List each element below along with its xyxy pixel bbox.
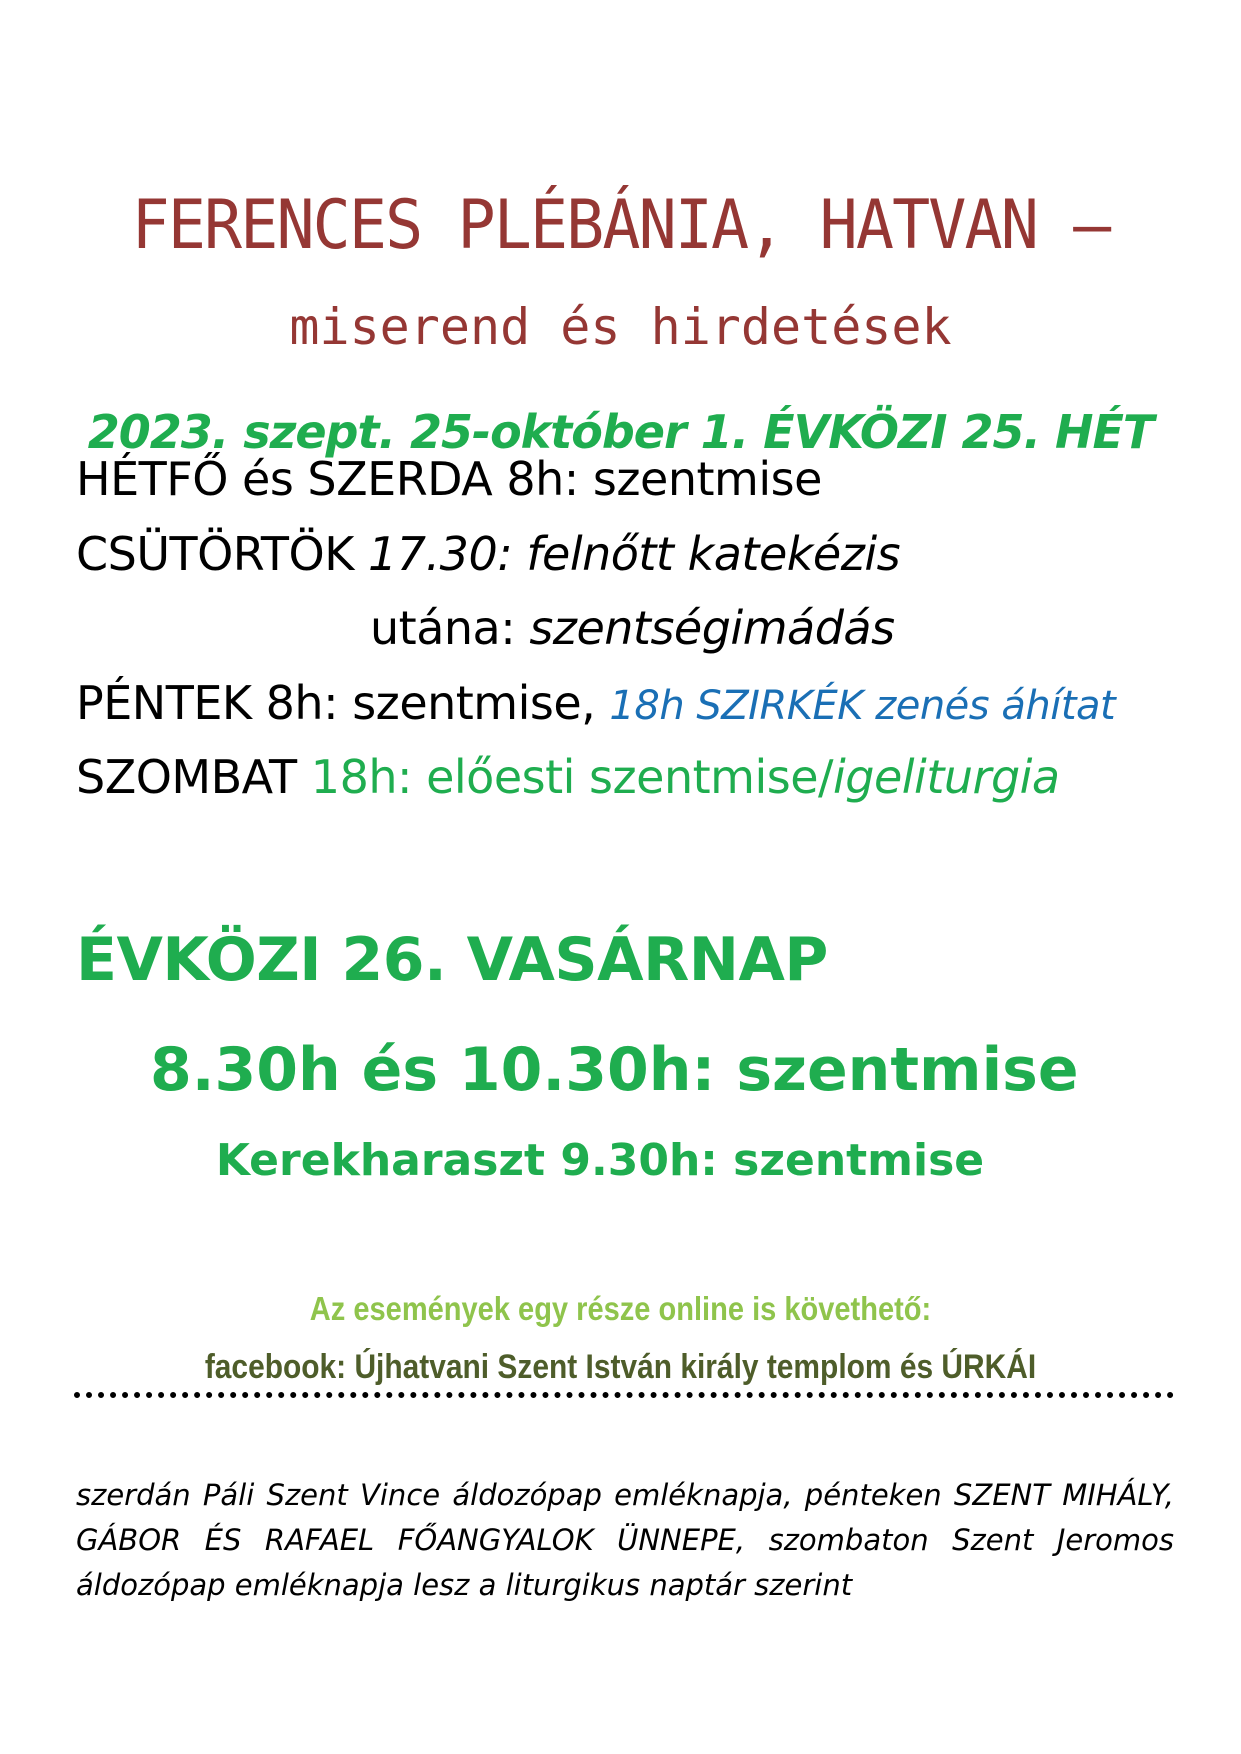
saturday-event: 18h: előesti szentmise/ bbox=[310, 750, 833, 804]
thursday-day: CSÜTÖRTÖK bbox=[76, 527, 369, 581]
saturday-day: SZOMBAT bbox=[76, 750, 311, 804]
friday-evening: 18h SZIRKÉK zenés áhítat bbox=[609, 683, 1116, 729]
saturday-alt: igeliturgia bbox=[833, 750, 1060, 804]
schedule-friday bbox=[76, 676, 1115, 730]
schedule-thursday bbox=[76, 527, 900, 581]
facebook-notice: facebook: Újhatvani Szent István király templom és ÚRKÁI bbox=[204, 1348, 1037, 1386]
schedule-after bbox=[370, 601, 895, 655]
page-subtitle: miserend és hirdetések bbox=[289, 298, 952, 356]
week-heading: 2023. szept. 25-október 1. ÉVKÖZI 25. HÉT bbox=[87, 405, 1154, 459]
dotted-divider bbox=[74, 1392, 1174, 1398]
after-label: utána: bbox=[370, 601, 530, 655]
schedule-monday-wednesday: HÉTFŐ és SZERDA 8h: szentmise bbox=[76, 452, 822, 506]
thursday-event: 17.30: felnőtt katekézis bbox=[368, 527, 901, 581]
page-title: FERENCES PLÉBÁNIA, HATVAN – bbox=[131, 186, 1110, 265]
schedule-saturday bbox=[76, 750, 1060, 804]
liturgical-note: szerdán Páli Szent Vince áldozópap emléknapja, pénteken SZENT MIHÁLY, GÁBOR ÉS RAFAEL FŐANGYALOK ÜNNEPE, szombaton Szent Jeromos áldozópap emléknapja lesz a liturgikus naptár szerint bbox=[76, 1478, 1174, 1602]
after-event: szentségimádás bbox=[529, 601, 895, 655]
online-notice: Az események egy része online is követhető: bbox=[309, 1290, 932, 1327]
kerekharaszt-mass: Kerekharaszt 9.30h: szentmise bbox=[215, 1135, 985, 1186]
friday-day: PÉNTEK 8h: szentmise, bbox=[76, 676, 610, 730]
sunday-masses: 8.30h és 10.30h: szentmise bbox=[150, 1035, 1079, 1105]
sunday-title: ÉVKÖZI 26. VASÁRNAP bbox=[76, 925, 828, 995]
